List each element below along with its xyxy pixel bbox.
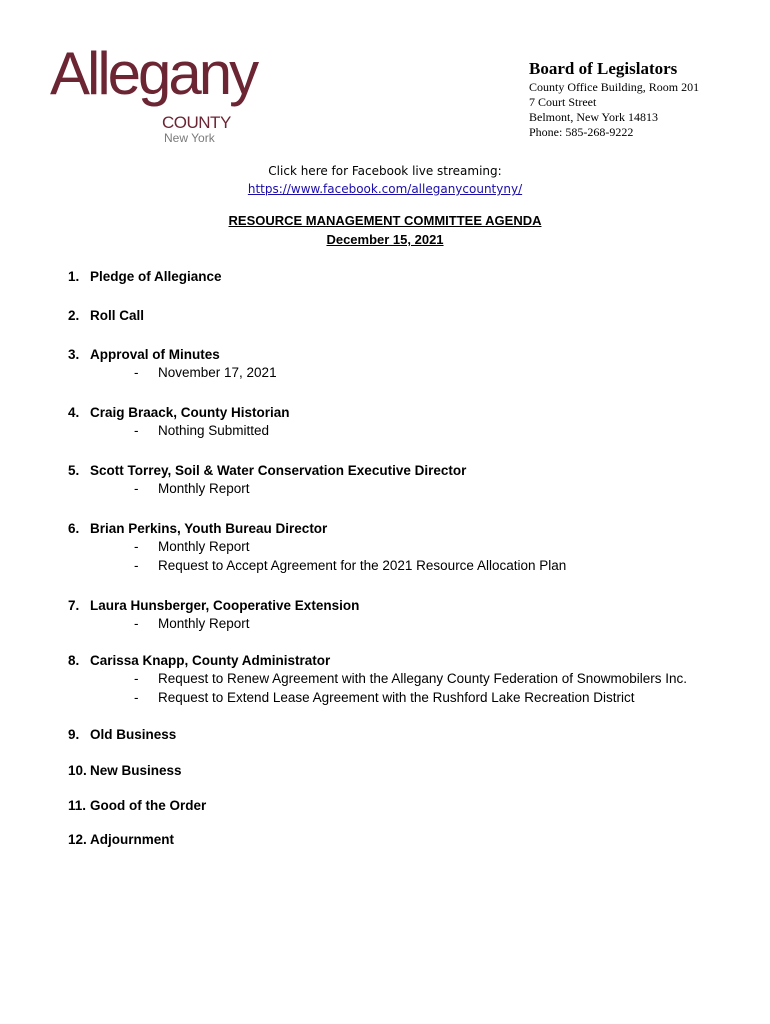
agenda-subitem: - Request to Extend Lease Agreement with the Rushford Lake Recreation District	[134, 690, 635, 705]
agenda-item-number: 1.	[68, 269, 80, 284]
agenda-item-label: Craig Braack, County Historian	[90, 405, 290, 420]
agenda-item-number: 8.	[68, 653, 80, 668]
agenda-subitem: - Request to Renew Agreement with the Allegany County Federation of Snowmobilers Inc.	[134, 671, 688, 686]
agenda-heading	[0, 211, 770, 249]
agenda-date: December 15, 2021	[326, 232, 444, 247]
agenda-item-number: 11.	[68, 798, 87, 813]
stream-text: Click here for Facebook live streaming:	[268, 164, 502, 178]
logo-wordmark: Allegany	[50, 40, 257, 107]
logo-county: COUNTY	[162, 113, 231, 132]
agenda-item-label: Laura Hunsberger, Cooperative Extension	[90, 598, 360, 613]
phone-line: Phone: 585-268-9222	[529, 125, 634, 139]
agenda-subitem: - Nothing Submitted	[134, 423, 270, 438]
agenda-item-number: 3.	[68, 347, 80, 362]
agenda-subitem: - November 17, 2021	[134, 365, 277, 380]
agenda-item-label: Brian Perkins, Youth Bureau Director	[90, 521, 328, 536]
agenda-item-label: Old Business	[90, 727, 177, 742]
agenda-title: RESOURCE MANAGEMENT COMMITTEE AGENDA	[228, 213, 542, 228]
board-title: Board of Legislators	[529, 59, 678, 78]
agenda-item-number: 5.	[68, 463, 80, 478]
agenda-item-number: 2.	[68, 308, 80, 323]
agenda-item-number: 6.	[68, 521, 80, 536]
facebook-link[interactable]: https://www.facebook.com/alleganycountyny/	[247, 182, 523, 196]
agenda-item-label: Carissa Knapp, County Administrator	[90, 653, 331, 668]
address-line: Belmont, New York 14813	[529, 110, 659, 124]
agenda-item-label: Approval of Minutes	[90, 347, 220, 362]
agenda-item-number: 12.	[68, 832, 87, 847]
agenda-item-label: Pledge of Allegiance	[90, 269, 222, 284]
agenda-item-label: Adjournment	[90, 832, 174, 847]
county-logo	[50, 40, 257, 154]
stream-notice	[0, 162, 770, 198]
agenda-subitem: - Monthly Report	[134, 481, 250, 496]
agenda-item-number: 9.	[68, 727, 80, 742]
agenda-item-number: 4.	[68, 405, 80, 420]
agenda-item-label: Scott Torrey, Soil & Water Conservation Executive Director	[90, 463, 467, 478]
agenda-item-label: Good of the Order	[90, 798, 207, 813]
board-header	[529, 58, 699, 140]
agenda-item-number: 10.	[68, 763, 87, 778]
agenda-subitem: - Monthly Report	[134, 539, 250, 554]
agenda-item-label: Roll Call	[90, 308, 145, 323]
address-line: 7 Court Street	[529, 95, 597, 109]
agenda-subitem: - Request to Accept Agreement for the 2021 Resource Allocation Plan	[134, 558, 567, 573]
agenda-subitem: - Monthly Report	[134, 616, 250, 631]
address-line: County Office Building, Room 201	[529, 80, 700, 94]
logo-state: New York	[164, 131, 215, 145]
agenda-item-label: New Business	[90, 763, 182, 778]
agenda-item-number: 7.	[68, 598, 80, 613]
